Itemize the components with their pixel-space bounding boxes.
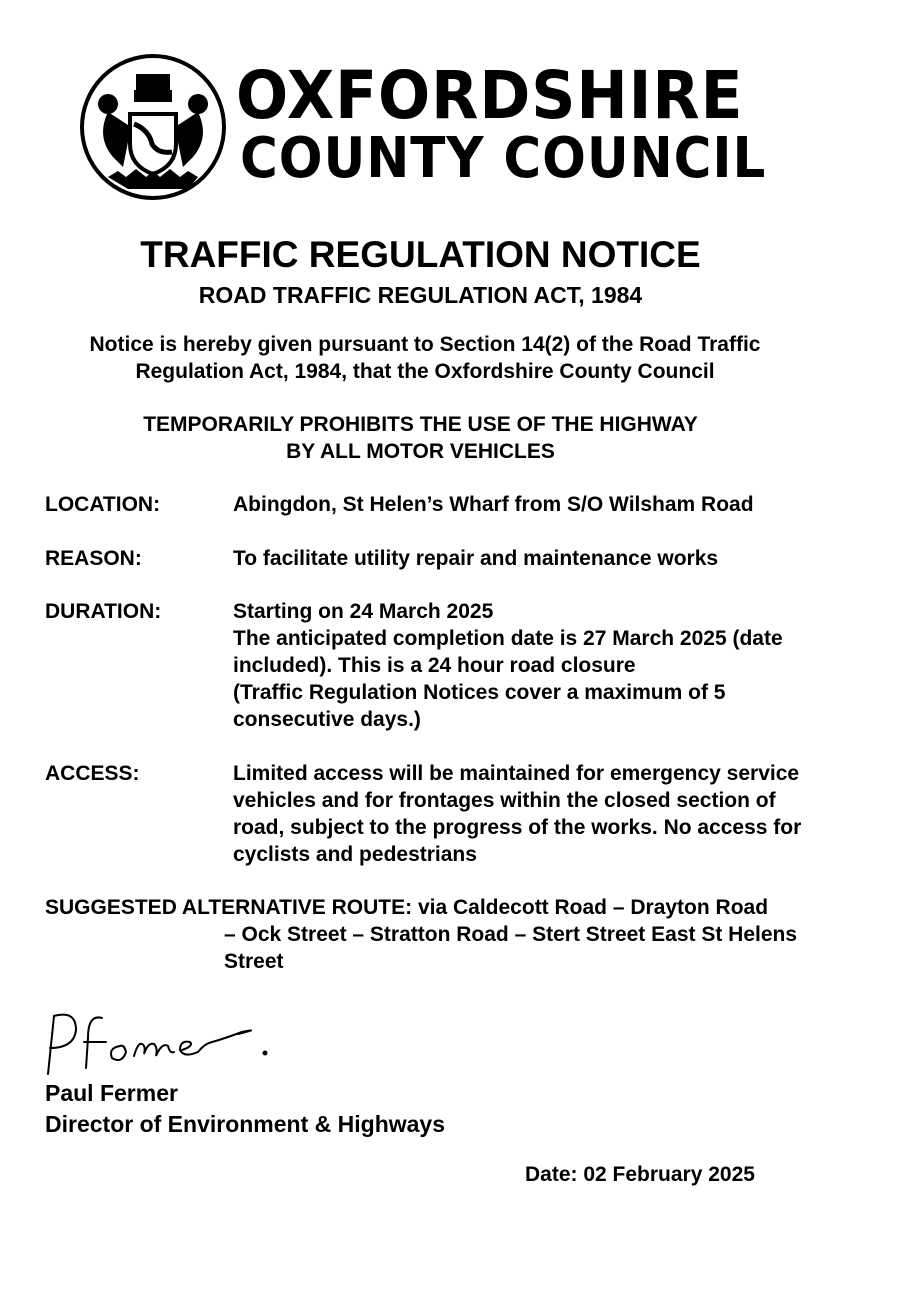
- alternative-route-line: – Ock Street – Stratton Road – Stert Street East St Helens: [224, 923, 798, 946]
- access-line: road, subject to the progress of the works. No access for: [233, 816, 802, 839]
- prohibition-line: TEMPORARILY PROHIBITS THE USE OF THE HIGHWAY: [143, 413, 698, 436]
- duration-line: consecutive days.): [233, 708, 421, 731]
- reason-label: REASON:: [45, 547, 142, 570]
- alternative-route: [45, 894, 797, 975]
- duration-line: included). This is a 24 hour road closure: [233, 654, 636, 677]
- location-label: LOCATION:: [45, 493, 161, 516]
- alternative-route-label: SUGGESTED ALTERNATIVE ROUTE:: [45, 896, 413, 919]
- access-label: ACCESS:: [45, 762, 140, 785]
- notice-subtitle: ROAD TRAFFIC REGULATION ACT, 1984: [198, 282, 643, 308]
- reason-line: To facilitate utility repair and maintenance works: [233, 547, 719, 570]
- duration-value: [233, 598, 783, 733]
- duration-line: (Traffic Regulation Notices cover a maximum of 5: [233, 681, 726, 704]
- alternative-route-line: via Caldecott Road – Drayton Road: [417, 896, 769, 919]
- reason-value: [233, 545, 718, 572]
- access-value: [233, 760, 801, 868]
- intro-line: Notice is hereby given pursuant to Section 14(2) of the Road Traffic: [89, 333, 761, 356]
- handwritten-signature: [40, 1008, 270, 1078]
- access-line: cyclists and pedestrians: [233, 843, 477, 866]
- council-crest-logo: [78, 52, 228, 202]
- location-value: [233, 491, 754, 518]
- intro-line: Regulation Act, 1984, that the Oxfordshire County Council: [135, 360, 715, 383]
- duration-line: The anticipated completion date is 27 March 2025 (date: [233, 627, 783, 650]
- notice-date: Date: 02 February 2025: [525, 1163, 755, 1186]
- access-line: vehicles and for frontages within the closed section of: [233, 789, 776, 812]
- signatory-role: Director of Environment & Highways: [45, 1111, 446, 1137]
- prohibition-statement: [0, 411, 841, 465]
- alternative-route-line: Street: [224, 950, 284, 973]
- notice-title: TRAFFIC REGULATION NOTICE: [140, 234, 701, 275]
- signatory-name: Paul Fermer: [45, 1080, 178, 1106]
- access-line: Limited access will be maintained for emergency service: [233, 762, 800, 785]
- duration-line: Starting on 24 March 2025: [233, 600, 494, 623]
- intro-paragraph: [0, 331, 850, 385]
- org-name-line1: OXFORDSHIRE: [236, 57, 744, 134]
- org-name-line2: COUNTY COUNCIL: [240, 126, 767, 191]
- location-line: Abingdon, St Helen’s Wharf from S/O Wilsham Road: [233, 493, 754, 516]
- duration-label: DURATION:: [45, 600, 162, 623]
- prohibition-line: BY ALL MOTOR VEHICLES: [286, 440, 555, 463]
